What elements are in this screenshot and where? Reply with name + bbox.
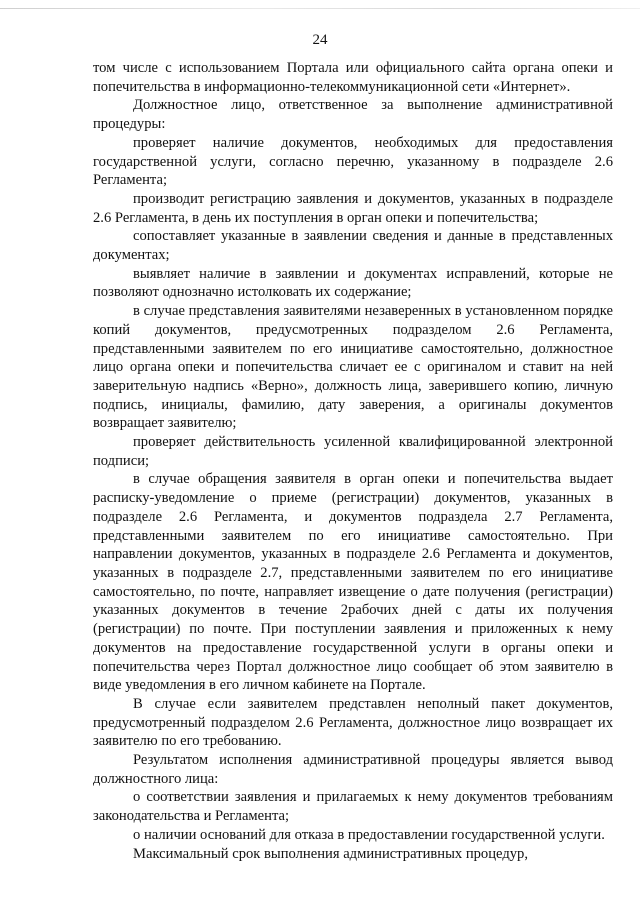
- paragraph-official-intro: Должностное лицо, ответственное за выполнение административной процедуры:: [93, 97, 613, 133]
- paragraph-max-term: Максимальный срок выполнения административных процедур,: [133, 845, 528, 862]
- paragraph-incomplete-package: В случае если заявителем представлен неполный пакет документов, предусмотренный подразделом 2.6 Регламента, должностное лицо возвращает их заявителю по его требованию.: [93, 695, 613, 750]
- document-body: [93, 59, 613, 863]
- paragraph-checks-signature: проверяет действительность усиленной квалифицированной электронной подписи;: [93, 434, 613, 469]
- paragraph-result-compliance: о соответствии заявления и прилагаемых к нему документов требованиям законодательства и Регламента;: [93, 789, 613, 825]
- page-number: 24: [312, 32, 328, 48]
- paragraph-issues-receipt: в случае обращения заявителя в орган опеки и попечительства выдает расписку-уведомление о приеме (регистрации) документов, указанных в подразделе 2.6 Регламента, и документов подраздела 2.7 Регламента, представленными заявителем по его инициативе самостоятельно. При направлении документов, указанных в подразделе 2.6 Регламента и документов, указанных в подразделе 2.7, представленными заявителем по его инициативе самостоятельно, по почте, направляет извещение о дате получения (регистрации) указанных документов в течение 2рабочих дней с даты их получения (регистрации) по почте. При поступлении заявления и приложенных к нему документов на предоставление государственной услуги в органы опеки и попечительства через Портал должностное лицо сообщает об этом заявителю в виде уведомления в его личном кабинете на Портале.: [93, 471, 613, 694]
- paragraph-detects-corrections: выявляет наличие в заявлении и документах исправлений, которые не позволяют однозначно истолковать их содержание;: [93, 265, 613, 301]
- paragraph-result-intro: Результатом исполнения административной процедуры является вывод должностного лица:: [93, 752, 613, 787]
- paragraph-compares-data: сопоставляет указанные в заявлении сведения и данные в представленных документах;: [93, 228, 613, 264]
- paragraph-registers-application: производит регистрацию заявления и документов, указанных в подразделе 2.6 Регламента, в день их поступления в орган опеки и попечительства;: [93, 190, 613, 226]
- paragraph-certifies-copies: в случае представления заявителями незаверенных в установленном порядке копий документов, предусмотренных подразделом 2.6 Регламента, представленными заявителем по его инициативе самостоятельно, должностное лицо органа опеки и попечительства сличает ее с оригиналом и ставит на ней заверительную надпись «Верно», должность лица, заверившего копию, личную подпись, инициалы, фамилию, дату заверения, а оригиналы документов возвращает заявителю;: [93, 303, 613, 432]
- paragraph-continuation: том числе с использованием Портала или официального сайта органа опеки и попечительства в информационно-телекоммуникационной сети «Интернет».: [93, 60, 613, 95]
- paragraph-result-refusal: о наличии оснований для отказа в предоставлении государственной услуги.: [133, 826, 605, 843]
- scan-edge-line: [0, 8, 640, 9]
- paragraph-checks-documents: проверяет наличие документов, необходимых для предоставления государственной услуги, согласно перечню, указанному в подразделе 2.6 Регламента;: [93, 134, 613, 189]
